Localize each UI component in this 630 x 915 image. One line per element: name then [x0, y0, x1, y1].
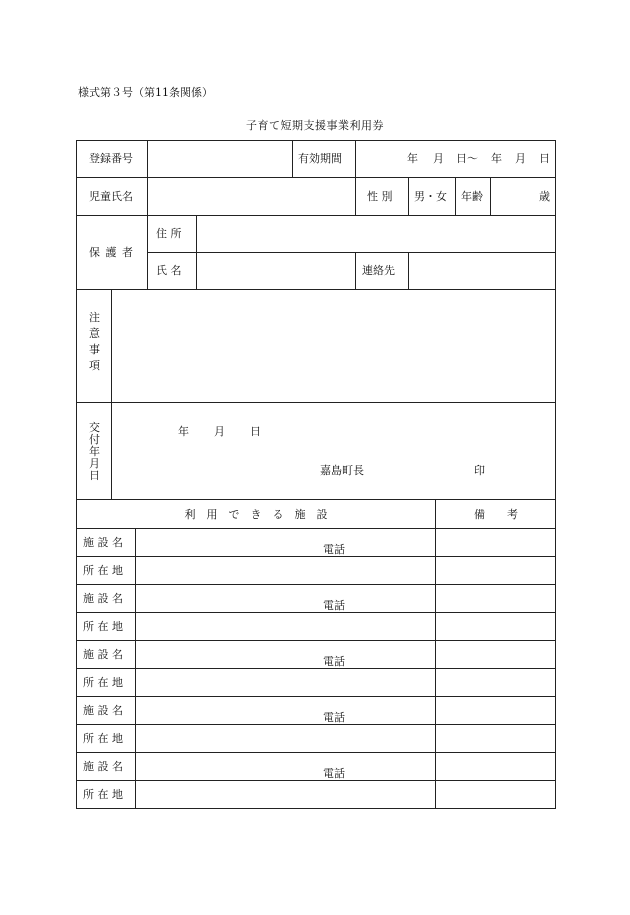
facility-name-label: 施 設 名: [83, 760, 123, 773]
notes-label: [89, 312, 100, 376]
issue-month: 月: [214, 425, 225, 438]
col-line: [111, 289, 112, 500]
issue-date-field[interactable]: [113, 404, 554, 498]
issue-year: 年: [178, 425, 189, 438]
guardian-address-label: 住 所: [156, 227, 182, 240]
registration-number-label: 登録番号: [89, 152, 133, 165]
facility-name-label: 施 設 名: [83, 592, 123, 605]
facility-location-field[interactable]: [137, 558, 434, 583]
facility-name-field[interactable]: [137, 530, 434, 555]
notes-label-char: 項: [89, 359, 100, 372]
issue-day: 日: [250, 425, 261, 438]
child-name-label: 児童氏名: [89, 190, 133, 203]
guardian-address-field[interactable]: [198, 217, 554, 251]
col-line: [147, 177, 148, 216]
notes-label-char: 注: [89, 311, 100, 324]
notes-label-char: 事: [89, 343, 100, 356]
row-line: [76, 584, 556, 585]
facility-phone-label: 電話: [323, 599, 345, 612]
facility-name-field[interactable]: [137, 642, 434, 667]
col-line: [435, 499, 436, 809]
facility-remarks-field[interactable]: [437, 754, 554, 807]
issue-date-label-char: 日: [89, 469, 100, 482]
seal-mark: 印: [474, 464, 485, 477]
guardian-name-label: 氏 名: [156, 264, 182, 277]
col-line: [147, 215, 148, 290]
issue-date-label-char: 付: [89, 433, 100, 446]
facility-name-field[interactable]: [137, 698, 434, 723]
row-line: [76, 215, 556, 216]
facility-name-label: 施 設 名: [83, 648, 123, 661]
col-line: [355, 252, 356, 290]
child-name-field[interactable]: [149, 179, 354, 214]
issue-date-label: [89, 422, 100, 482]
col-line: [408, 252, 409, 290]
issue-date-label-char: 年: [89, 445, 100, 458]
period-start-year: 年: [407, 152, 418, 165]
facility-location-field[interactable]: [137, 782, 434, 807]
document-title: 子育て短期支援事業利用券: [246, 119, 384, 132]
table-left-border: [76, 140, 77, 809]
facility-location-label: 所 在 地: [83, 620, 123, 633]
col-line: [135, 528, 136, 809]
facility-remarks-field[interactable]: [437, 586, 554, 639]
row-line: [76, 289, 556, 290]
validity-period-field[interactable]: [357, 142, 554, 176]
facility-name-field[interactable]: [137, 754, 434, 779]
col-line: [196, 215, 197, 290]
col-line: [490, 177, 491, 216]
facility-location-field[interactable]: [137, 670, 434, 695]
issue-date-label-char: 交: [89, 421, 100, 434]
facility-name-label: 施 設 名: [83, 704, 123, 717]
facility-phone-label: 電話: [323, 767, 345, 780]
period-start-day: 日～: [456, 152, 478, 165]
table-right-border: [555, 140, 556, 809]
facility-remarks-field[interactable]: [437, 530, 554, 583]
facility-remarks-field[interactable]: [437, 698, 554, 751]
facility-location-field[interactable]: [137, 614, 434, 639]
row-line: [76, 528, 556, 529]
facility-name-label: 施 設 名: [83, 536, 123, 549]
row-line: [76, 499, 556, 500]
col-line: [355, 177, 356, 216]
facility-name-field[interactable]: [137, 586, 434, 611]
col-line: [355, 140, 356, 178]
age-label: 年齢: [461, 190, 483, 203]
facility-location-label: 所 在 地: [83, 732, 123, 745]
guardian-name-field[interactable]: [198, 254, 354, 288]
issuer-name: 嘉島町長: [320, 464, 364, 477]
notes-field[interactable]: [113, 291, 554, 401]
table-top-border: [76, 140, 556, 141]
issue-date-label-char: 月: [89, 457, 100, 470]
row-line: [76, 640, 556, 641]
form-number-label: 様式第３号（第11条関係）: [78, 86, 213, 99]
col-line: [292, 140, 293, 178]
age-unit: 歳: [539, 190, 550, 203]
notes-label-char: 意: [89, 327, 100, 340]
facility-location-label: 所 在 地: [83, 564, 123, 577]
period-end-day: 日: [539, 152, 550, 165]
row-line: [147, 252, 556, 253]
col-line: [455, 177, 456, 216]
period-end-month: 月: [515, 152, 526, 165]
remarks-header: 備 考: [474, 508, 518, 521]
facility-remarks-field[interactable]: [437, 642, 554, 695]
row-line: [76, 177, 556, 178]
facility-location-label: 所 在 地: [83, 788, 123, 801]
facility-phone-label: 電話: [323, 655, 345, 668]
period-start-month: 月: [433, 152, 444, 165]
registration-number-field[interactable]: [149, 142, 291, 176]
row-line: [76, 696, 556, 697]
facilities-header: 利 用 で き る 施 設: [184, 508, 328, 521]
col-line: [147, 140, 148, 178]
col-line: [408, 177, 409, 216]
age-field[interactable]: [492, 179, 554, 214]
guardian-contact-label: 連絡先: [362, 264, 395, 277]
facility-location-label: 所 在 地: [83, 676, 123, 689]
facility-location-field[interactable]: [137, 726, 434, 751]
sex-options[interactable]: 男・女: [414, 190, 447, 203]
validity-period-label: 有効期間: [298, 152, 342, 165]
guardian-contact-field[interactable]: [410, 254, 554, 288]
period-end-year: 年: [491, 152, 502, 165]
table-bottom-border: [76, 808, 556, 809]
row-line: [76, 752, 556, 753]
guardian-label: 保 護 者: [89, 246, 134, 259]
sex-label: 性 別: [367, 190, 393, 203]
row-line: [76, 402, 556, 403]
facility-phone-label: 電話: [323, 543, 345, 556]
facility-phone-label: 電話: [323, 711, 345, 724]
